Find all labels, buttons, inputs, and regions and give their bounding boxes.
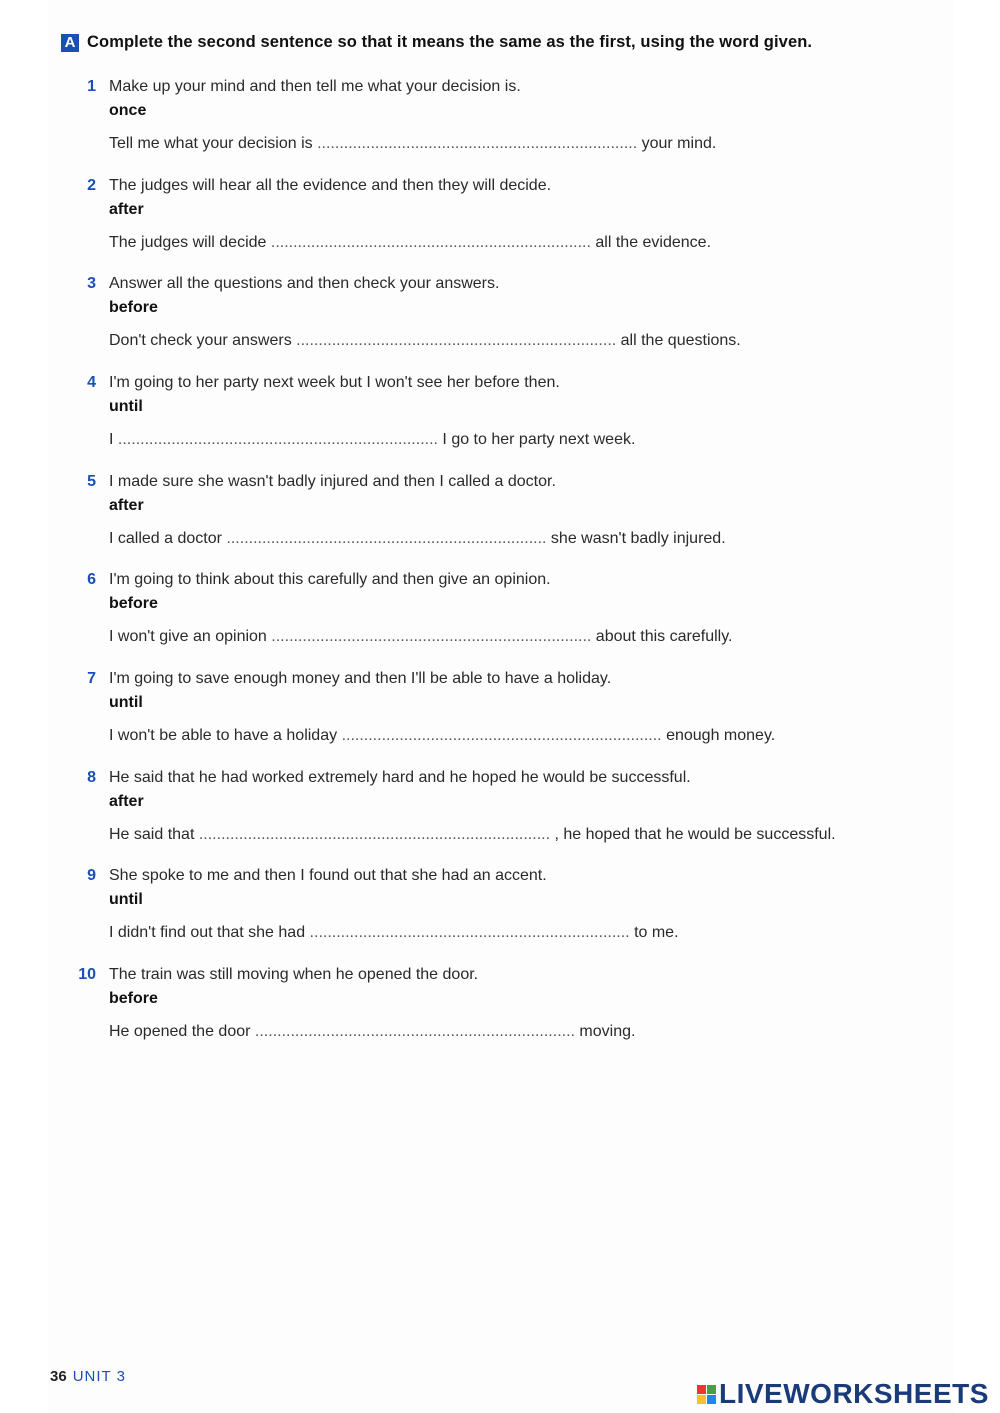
key-word: after xyxy=(109,201,144,218)
rewrite-sentence xyxy=(109,924,679,942)
original-sentence: I'm going to save enough money and then I'll be able to have a holiday. xyxy=(109,670,612,687)
rewrite-sentence xyxy=(109,234,711,252)
answer-gap[interactable]: ........................................................................ xyxy=(271,628,592,645)
original-sentence: Make up your mind and then tell me what your decision is. xyxy=(109,78,521,95)
original-sentence: I'm going to think about this carefully and then give an opinion. xyxy=(109,571,551,588)
rewrite-sentence xyxy=(109,135,716,153)
answer-gap[interactable]: ............................................................................... xyxy=(198,826,551,843)
logo-square xyxy=(707,1385,716,1394)
rewrite-start: Don't check your answers xyxy=(109,332,292,349)
rewrite-sentence xyxy=(109,826,836,844)
page-number: 36 xyxy=(50,1368,67,1385)
rewrite-end: I go to her party next week. xyxy=(442,431,636,448)
answer-gap[interactable]: ........................................................................ xyxy=(254,1023,575,1040)
item-number: 2 xyxy=(87,177,96,194)
key-word: until xyxy=(109,891,143,908)
rewrite-start: He said that xyxy=(109,826,195,843)
rewrite-end: to me. xyxy=(634,924,679,941)
instruction-text: Complete the second sentence so that it means the same as the first, using the word given. xyxy=(87,33,813,51)
answer-gap[interactable]: ........................................................................ xyxy=(309,924,630,941)
answer-gap[interactable]: ........................................................................ xyxy=(117,431,438,448)
rewrite-start: I called a doctor xyxy=(109,530,222,547)
item-number: 9 xyxy=(87,867,96,884)
item-number: 5 xyxy=(87,473,96,490)
rewrite-end: enough money. xyxy=(666,727,776,744)
liveworksheets-logo xyxy=(697,1378,989,1410)
logo-text: LIVEWORKSHEETS xyxy=(719,1378,989,1409)
rewrite-start: I won't give an opinion xyxy=(109,628,267,645)
rewrite-end: moving. xyxy=(579,1023,636,1040)
original-sentence: I'm going to her party next week but I won't see her before then. xyxy=(109,374,560,391)
logo-icon xyxy=(697,1385,716,1404)
rewrite-sentence xyxy=(109,628,732,646)
key-word: before xyxy=(109,595,158,612)
item-number: 3 xyxy=(87,275,96,292)
logo-square xyxy=(697,1385,706,1394)
rewrite-end: your mind. xyxy=(641,135,717,152)
item-number: 7 xyxy=(87,670,96,687)
item-number: 10 xyxy=(78,966,96,983)
item-number: 1 xyxy=(87,78,96,95)
key-word: before xyxy=(109,990,158,1007)
logo-square xyxy=(707,1395,716,1404)
rewrite-end: , he hoped that he would be successful. xyxy=(554,826,836,843)
rewrite-sentence xyxy=(109,727,775,745)
rewrite-start: I won't be able to have a holiday xyxy=(109,727,338,744)
item-number: 6 xyxy=(87,571,96,588)
rewrite-end: all the evidence. xyxy=(595,234,712,251)
rewrite-start: He opened the door xyxy=(109,1023,251,1040)
exercise-header xyxy=(61,33,812,52)
answer-gap[interactable]: ........................................................................ xyxy=(296,332,617,349)
page-footer xyxy=(50,1368,126,1385)
answer-gap[interactable]: ........................................................................ xyxy=(341,727,662,744)
key-word: until xyxy=(109,398,143,415)
rewrite-start: Tell me what your decision is xyxy=(109,135,313,152)
original-sentence: She spoke to me and then I found out that she had an accent. xyxy=(109,867,547,884)
page-background xyxy=(48,0,953,1413)
rewrite-sentence xyxy=(109,1023,635,1041)
item-number: 4 xyxy=(87,374,96,391)
original-sentence: The judges will hear all the evidence and then they will decide. xyxy=(109,177,552,194)
answer-gap[interactable]: ........................................................................ xyxy=(226,530,547,547)
key-word: once xyxy=(109,102,147,119)
key-word: until xyxy=(109,694,143,711)
unit-label: UNIT 3 xyxy=(72,1368,126,1385)
answer-gap[interactable]: ........................................................................ xyxy=(317,135,638,152)
original-sentence: He said that he had worked extremely hard and he hoped he would be successful. xyxy=(109,769,691,786)
original-sentence: The train was still moving when he opened the door. xyxy=(109,966,479,983)
rewrite-sentence xyxy=(109,530,726,548)
rewrite-end: she wasn't badly injured. xyxy=(550,530,726,547)
rewrite-sentence xyxy=(109,332,741,350)
logo-square xyxy=(697,1395,706,1404)
key-word: after xyxy=(109,793,144,810)
original-sentence: I made sure she wasn't badly injured and then I called a doctor. xyxy=(109,473,556,490)
rewrite-start: I xyxy=(109,431,114,448)
rewrite-start: The judges will decide xyxy=(109,234,267,251)
answer-gap[interactable]: ........................................................................ xyxy=(270,234,591,251)
rewrite-start: I didn't find out that she had xyxy=(109,924,306,941)
section-badge: A xyxy=(61,34,79,52)
item-number: 8 xyxy=(87,769,96,786)
original-sentence: Answer all the questions and then check your answers. xyxy=(109,275,500,292)
key-word: after xyxy=(109,497,144,514)
rewrite-sentence xyxy=(109,431,635,449)
rewrite-end: about this carefully. xyxy=(595,628,733,645)
rewrite-end: all the questions. xyxy=(620,332,741,349)
key-word: before xyxy=(109,299,158,316)
